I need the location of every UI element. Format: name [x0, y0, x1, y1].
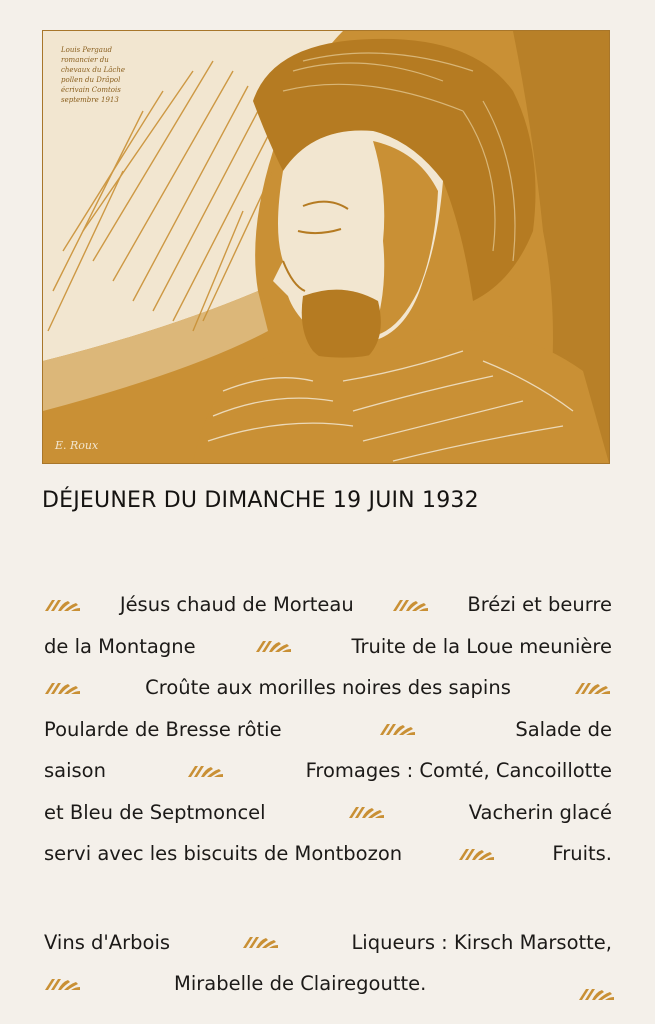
menu-item: de la Montagne	[44, 634, 196, 658]
portrait-woodcut	[42, 30, 610, 464]
wheat-sprig-icon	[187, 763, 225, 779]
menu-title: DÉJEUNER DU DIMANCHE 19 JUIN 1932	[42, 488, 479, 513]
portrait-dedication	[61, 45, 171, 105]
wheat-sprig-icon	[458, 846, 496, 862]
menu-item: Truite de la Loue meunière	[351, 634, 612, 658]
menu-item: Salade de	[515, 717, 612, 741]
wine-item: Vins d'Arbois	[44, 930, 171, 954]
wines-line	[44, 964, 612, 1004]
wheat-sprig-icon	[578, 986, 616, 1002]
dedication-line: romancier du	[61, 56, 109, 64]
liqueur-item: Mirabelle de Clairegoutte.	[174, 972, 427, 995]
wines-line	[44, 920, 612, 964]
menu-line	[44, 709, 612, 751]
wheat-sprig-icon	[44, 680, 82, 696]
menu-item: servi avec les biscuits de Montbozon	[44, 842, 403, 866]
wheat-sprig-icon	[255, 638, 293, 654]
wheat-sprig-icon	[392, 597, 430, 613]
menu-item: Fruits.	[552, 842, 612, 866]
wheat-sprig-icon	[44, 597, 82, 613]
menu-item: Fromages : Comté, Cancoillotte	[305, 759, 612, 783]
dedication-line: septembre 1913	[61, 96, 119, 104]
svg-text:E. Roux: E. Roux	[55, 439, 99, 452]
wheat-sprig-icon	[44, 976, 82, 992]
menu-item: Jésus chaud de Morteau	[119, 593, 354, 617]
menu-line	[44, 584, 612, 626]
dedication-line: chevaux du Lâche	[61, 66, 125, 74]
menu-line	[44, 667, 612, 709]
liqueur-item: Liqueurs : Kirsch Marsotte,	[351, 930, 612, 954]
wheat-sprig-icon	[379, 721, 417, 737]
menu-item: saison	[44, 759, 106, 783]
menu-item: Vacherin glacé	[468, 800, 612, 824]
menu-item: Croûte aux morilles noires des sapins	[145, 676, 511, 700]
dedication-line: pollen du Drâpol	[61, 76, 121, 84]
menu-line	[44, 792, 612, 834]
dedication-line: Louis Pergaud	[61, 46, 112, 54]
wheat-sprig-icon	[574, 680, 612, 696]
wheat-sprig-icon	[242, 934, 280, 950]
wines-section	[44, 920, 612, 1004]
menu-line	[44, 750, 612, 792]
menu-body	[44, 584, 612, 875]
dedication-line: écrivain Comtois	[61, 86, 121, 94]
menu-line	[44, 833, 612, 875]
menu-item: Poularde de Bresse rôtie	[44, 717, 282, 741]
menu-item: Brézi et beurre	[467, 593, 612, 617]
menu-line	[44, 626, 612, 668]
wheat-sprig-icon	[348, 804, 386, 820]
menu-item: et Bleu de Septmoncel	[44, 800, 266, 824]
